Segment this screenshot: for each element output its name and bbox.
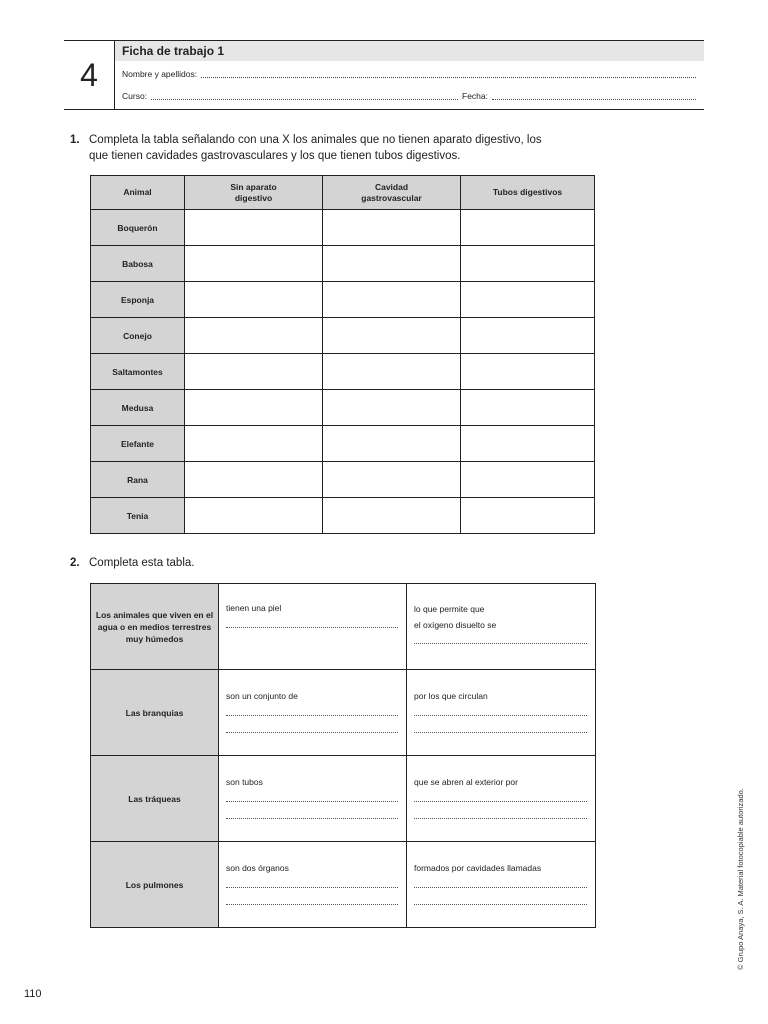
question-1-number: 1.: [70, 134, 80, 146]
answer-line[interactable]: [226, 800, 398, 802]
answer-line[interactable]: [226, 714, 398, 716]
answer-cell[interactable]: [461, 498, 595, 534]
answer-cell[interactable]: [461, 426, 595, 462]
name-field[interactable]: [201, 76, 696, 78]
unit-number: 4: [64, 41, 115, 109]
question-2: [70, 555, 194, 571]
animal-name: Saltamontes: [91, 354, 185, 390]
question-1-text-line2: que tienen cavidades gastrovasculares y los que tienen tubos digestivos.: [89, 150, 461, 162]
table-row: [91, 498, 595, 534]
page-number: 110: [24, 988, 42, 1000]
answer-cell[interactable]: [461, 354, 595, 390]
question-2-text: Completa esta tabla.: [89, 557, 195, 569]
answer-line[interactable]: [414, 714, 587, 716]
header-no-digestive-system: Sin aparato digestivo: [185, 176, 323, 210]
course-label: Curso:: [122, 91, 148, 101]
answer-cell[interactable]: [323, 498, 461, 534]
name-label: Nombre y apellidos:: [122, 69, 198, 79]
worksheet-header: [64, 40, 704, 110]
row-heading: Los animales que viven en el agua o en medios terrestres muy húmedos: [91, 584, 219, 670]
answer-cell[interactable]: [185, 354, 323, 390]
answer-cell[interactable]: [185, 462, 323, 498]
animal-name: Boquerón: [91, 210, 185, 246]
table-row: [91, 354, 595, 390]
cell-prompt: tienen una piel: [226, 603, 282, 613]
answer-cell[interactable]: [407, 584, 596, 670]
cell-prompt: que se abren al exterior por: [414, 777, 518, 787]
answer-cell[interactable]: [323, 246, 461, 282]
answer-cell[interactable]: [219, 756, 407, 842]
cell-prompt: son un conjunto de: [226, 691, 298, 701]
table-header-row: [91, 176, 595, 210]
answer-line[interactable]: [226, 626, 398, 628]
animal-name: Rana: [91, 462, 185, 498]
answer-cell[interactable]: [407, 842, 596, 928]
answer-cell[interactable]: [219, 842, 407, 928]
answer-cell[interactable]: [323, 462, 461, 498]
answer-cell[interactable]: [185, 498, 323, 534]
answer-cell[interactable]: [219, 670, 407, 756]
answer-cell[interactable]: [323, 210, 461, 246]
row-heading: Las tráqueas: [91, 756, 219, 842]
answer-cell[interactable]: [461, 210, 595, 246]
table-row: [91, 318, 595, 354]
answer-cell[interactable]: [461, 246, 595, 282]
answer-line[interactable]: [414, 903, 587, 905]
row-heading: Los pulmones: [91, 842, 219, 928]
answer-line[interactable]: [226, 731, 398, 733]
answer-cell[interactable]: [185, 210, 323, 246]
table-row: [91, 842, 596, 928]
course-date-line: [122, 89, 700, 103]
table-row: [91, 670, 596, 756]
answer-cell[interactable]: [185, 318, 323, 354]
table-row: [91, 282, 595, 318]
worksheet-title: Ficha de trabajo 1: [115, 41, 704, 61]
answer-cell[interactable]: [407, 756, 596, 842]
answer-cell[interactable]: [323, 318, 461, 354]
answer-cell[interactable]: [323, 426, 461, 462]
animal-name: Conejo: [91, 318, 185, 354]
date-label: Fecha:: [462, 91, 488, 101]
animal-name: Tenia: [91, 498, 185, 534]
cell-prompt: [414, 601, 587, 633]
answer-cell[interactable]: [461, 390, 595, 426]
answer-cell[interactable]: [461, 318, 595, 354]
respiration-table: [90, 583, 596, 928]
copyright-notice: © Grupo Anaya, S. A. Material fotocopiable autorizado.: [736, 788, 745, 970]
answer-cell[interactable]: [461, 282, 595, 318]
animal-name: Esponja: [91, 282, 185, 318]
table-row: [91, 462, 595, 498]
table-row: [91, 584, 596, 670]
answer-cell[interactable]: [407, 670, 596, 756]
table-row: [91, 246, 595, 282]
cell-prompt-line2: el oxígeno disuelto se: [414, 620, 497, 630]
header-digestive-tubes: Tubos digestivos: [461, 176, 595, 210]
answer-line[interactable]: [414, 800, 587, 802]
answer-line[interactable]: [226, 886, 398, 888]
animal-name: Babosa: [91, 246, 185, 282]
cell-prompt: por los que circulan: [414, 691, 488, 701]
header-animal: Animal: [91, 176, 185, 210]
animal-digestion-table: [90, 175, 595, 534]
row-heading: Las branquias: [91, 670, 219, 756]
question-1: [70, 132, 630, 164]
answer-cell[interactable]: [185, 426, 323, 462]
answer-cell[interactable]: [185, 390, 323, 426]
table-row: [91, 210, 595, 246]
answer-cell[interactable]: [185, 282, 323, 318]
cell-prompt: son tubos: [226, 777, 263, 787]
answer-cell[interactable]: [323, 282, 461, 318]
animal-name: Elefante: [91, 426, 185, 462]
answer-cell[interactable]: [323, 390, 461, 426]
cell-prompt-line1: lo que permite que: [414, 604, 485, 614]
answer-cell[interactable]: [219, 584, 407, 670]
answer-line[interactable]: [414, 817, 587, 819]
table-row: [91, 426, 595, 462]
answer-line[interactable]: [414, 886, 587, 888]
answer-line[interactable]: [226, 903, 398, 905]
date-field[interactable]: [492, 98, 696, 100]
answer-line[interactable]: [226, 817, 398, 819]
animal-name: Medusa: [91, 390, 185, 426]
cell-prompt: son dos órganos: [226, 863, 289, 873]
answer-cell[interactable]: [323, 354, 461, 390]
answer-line[interactable]: [414, 642, 587, 644]
question-2-number: 2.: [70, 557, 80, 569]
answer-cell[interactable]: [185, 246, 323, 282]
cell-prompt: formados por cavidades llamadas: [414, 863, 542, 873]
answer-line[interactable]: [414, 731, 587, 733]
course-field[interactable]: [151, 98, 458, 100]
header-gastrovascular-cavity: Cavidad gastrovascular: [323, 176, 461, 210]
table-row: [91, 390, 595, 426]
question-1-text-line1: Completa la tabla señalando con una X los animales que no tienen aparato digestivo, los: [89, 134, 542, 146]
table-row: [91, 756, 596, 842]
name-line: [122, 67, 700, 81]
answer-cell[interactable]: [461, 462, 595, 498]
